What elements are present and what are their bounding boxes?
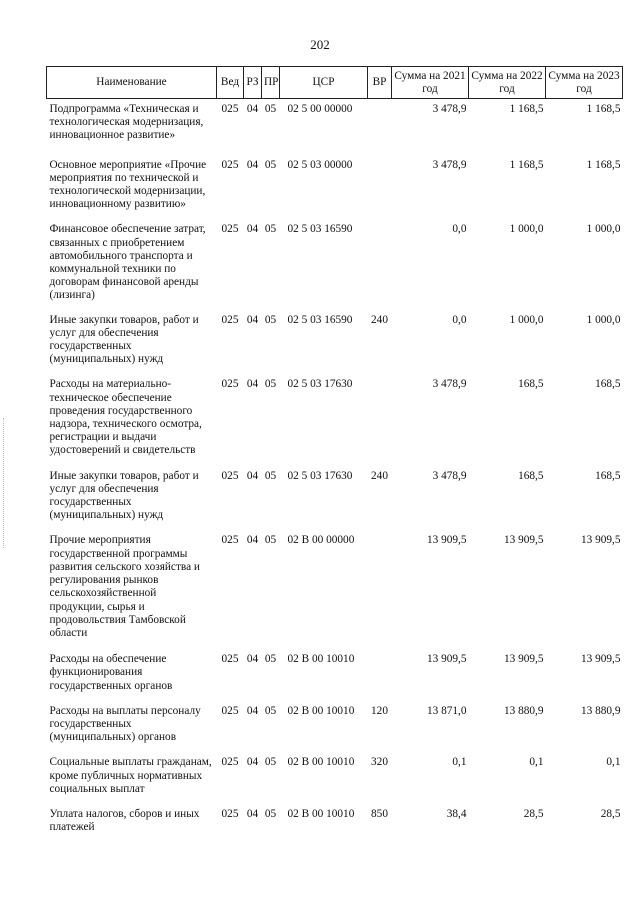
cell-sum-2021: 13 871,0 — [426, 704, 467, 717]
cell-rz: 04 — [246, 704, 259, 717]
cell-sum-2022: 1 000,0 — [509, 223, 544, 236]
cell-rz: 04 — [246, 158, 259, 171]
budget-table — [46, 66, 623, 834]
cell-pr: 05 — [264, 756, 277, 769]
cell-sum-2022: 13 909,5 — [503, 653, 544, 666]
cell-pr: 05 — [264, 223, 277, 236]
cell-csr: 02 В 00 10010 — [287, 704, 355, 717]
cell-rz: 04 — [246, 756, 259, 769]
header-pr: ПР — [262, 67, 280, 99]
cell-sum-2023: 168,5 — [595, 378, 621, 391]
cell-name: Основное мероприятие «Прочие мероприятия по технической и технологической модернизации, инновационному развитию» — [49, 158, 207, 211]
cell-ved: 025 — [221, 158, 239, 171]
cell-name: Уплата налогов, сборов и иных платежей — [49, 807, 200, 834]
cell-name: Расходы на выплаты персоналу государственных (муниципальных) органов — [49, 704, 201, 744]
cell-sum-2021: 3 478,9 — [432, 469, 467, 482]
table-row — [47, 756, 623, 808]
cell-sum-2023: 0,1 — [606, 756, 621, 769]
cell-vr — [368, 159, 392, 224]
cell-pr: 05 — [264, 158, 277, 171]
header-csr: ЦСР — [280, 67, 368, 99]
table-row — [47, 99, 623, 159]
cell-sum-2023: 13 880,9 — [580, 704, 621, 717]
table-row — [47, 705, 623, 757]
cell-csr: 02 5 03 16590 — [287, 223, 353, 236]
cell-sum-2023: 1 000,0 — [586, 223, 621, 236]
page-number: 202 — [310, 37, 330, 52]
cell-vr — [368, 534, 392, 653]
cell-name: Иные закупки товаров, работ и услуг для обеспечения государственных (муниципальных) нужд — [49, 469, 199, 522]
cell-ved: 025 — [221, 313, 239, 326]
cell-sum-2021: 0,1 — [452, 756, 467, 769]
cell-vr — [368, 653, 392, 705]
cell-rz: 04 — [246, 653, 259, 666]
header-vr: ВР — [368, 67, 392, 99]
table-row — [47, 808, 623, 834]
cell-sum-2023: 13 909,5 — [580, 534, 621, 547]
table-row — [47, 159, 623, 224]
cell-sum-2022: 1 000,0 — [509, 313, 544, 326]
cell-ved: 025 — [221, 756, 239, 769]
cell-sum-2022: 1 168,5 — [509, 158, 544, 171]
cell-rz: 04 — [246, 534, 259, 547]
cell-rz: 04 — [246, 469, 259, 482]
cell-pr: 05 — [264, 653, 277, 666]
cell-sum-2021: 38,4 — [446, 807, 467, 820]
cell-sum-2021: 0,0 — [452, 313, 467, 326]
cell-name: Социальные выплаты гражданам, кроме публичных нормативных социальных выплат — [49, 756, 212, 795]
cell-sum-2022: 1 168,5 — [509, 103, 544, 115]
cell-ved: 025 — [221, 807, 239, 820]
cell-sum-2021: 13 909,5 — [426, 653, 467, 666]
cell-sum-2023: 28,5 — [600, 807, 621, 820]
cell-csr: 02 5 03 00000 — [287, 158, 353, 171]
cell-sum-2021: 3 478,9 — [432, 103, 467, 115]
cell-sum-2023: 13 909,5 — [580, 653, 621, 666]
cell-name: Финансовое обеспечение затрат, связанных с приобретением автомобильного транспорта и коммунальной техники по договорам финансовой аренды (лизинга) — [49, 223, 206, 302]
cell-pr: 05 — [264, 469, 277, 482]
cell-sum-2022: 28,5 — [523, 807, 544, 820]
cell-sum-2022: 0,1 — [529, 756, 544, 769]
cell-vr: 240 — [371, 313, 388, 326]
cell-ved: 025 — [221, 103, 239, 115]
table-row — [47, 223, 623, 313]
cell-vr — [368, 223, 392, 313]
header-rz: РЗ — [244, 67, 262, 99]
cell-sum-2021: 13 909,5 — [426, 534, 467, 547]
cell-sum-2022: 13 909,5 — [503, 534, 544, 547]
cell-sum-2022: 168,5 — [518, 469, 544, 482]
cell-name: Расходы на обеспечение функционирования государственных органов — [49, 653, 173, 692]
cell-csr: 02 В 00 10010 — [287, 756, 355, 769]
cell-pr: 05 — [264, 103, 277, 115]
cell-csr: 02 В 00 00000 — [287, 534, 355, 547]
header-ved: Вед — [217, 67, 244, 99]
cell-csr: 02 В 00 10010 — [287, 807, 355, 820]
cell-csr: 02 5 00 00000 — [287, 103, 353, 115]
cell-vr: 320 — [371, 756, 388, 769]
cell-pr: 05 — [264, 313, 277, 326]
header-name: Наименование — [47, 67, 217, 99]
cell-ved: 025 — [221, 704, 239, 717]
cell-sum-2021: 3 478,9 — [432, 378, 467, 391]
cell-rz: 04 — [246, 313, 259, 326]
cell-csr: 02 5 03 17630 — [287, 378, 353, 391]
cell-csr: 02 В 00 10010 — [287, 653, 355, 666]
cell-rz: 04 — [246, 223, 259, 236]
header-sum-2022: Сумма на 2022 год — [469, 67, 546, 99]
cell-name: Подпрограмма «Техническая и технологическая модернизация, инновационное развитие» — [49, 103, 204, 142]
cell-rz: 04 — [246, 103, 259, 115]
cell-ved: 025 — [221, 534, 239, 547]
cell-pr: 05 — [264, 704, 277, 717]
cell-rz: 04 — [246, 807, 259, 820]
table-header-row — [47, 67, 623, 99]
cell-sum-2022: 13 880,9 — [503, 704, 544, 717]
cell-sum-2023: 1 168,5 — [586, 158, 621, 171]
cell-sum-2021: 0,0 — [452, 223, 467, 236]
cell-sum-2021: 3 478,9 — [432, 158, 467, 171]
table-row — [47, 534, 623, 653]
cell-ved: 025 — [221, 378, 239, 391]
table-row — [47, 314, 623, 379]
cell-sum-2023: 168,5 — [595, 469, 621, 482]
cell-name: Прочие мероприятия государственной программы развития сельского хозяйства и регулирования рынков сельскохозяйственной продукции, сырья и продовольствия Тамбовской области — [49, 534, 200, 639]
table-row — [47, 378, 623, 469]
cell-vr — [368, 378, 392, 469]
table-row — [47, 470, 623, 535]
cell-sum-2023: 1 000,0 — [586, 313, 621, 326]
cell-name: Иные закупки товаров, работ и услуг для обеспечения государственных (муниципальных) нужд — [49, 313, 199, 366]
cell-rz: 04 — [246, 378, 259, 391]
scan-edge-mark — [3, 418, 6, 548]
cell-csr: 02 5 03 16590 — [287, 313, 353, 326]
cell-pr: 05 — [264, 534, 277, 547]
cell-sum-2023: 1 168,5 — [586, 103, 621, 115]
header-sum-2023: Сумма на 2023 год — [546, 67, 623, 99]
cell-sum-2022: 168,5 — [518, 378, 544, 391]
cell-ved: 025 — [221, 223, 239, 236]
table-row — [47, 653, 623, 705]
cell-pr: 05 — [264, 378, 277, 391]
cell-pr: 05 — [264, 807, 277, 820]
table-body — [47, 99, 623, 835]
cell-ved: 025 — [221, 469, 239, 482]
cell-name: Расходы на материально-техническое обеспечение проведения государственного надзора, технического осмотра, регистрации и выдачи удостоверений и свидетельств — [49, 378, 202, 457]
cell-ved: 025 — [221, 653, 239, 666]
cell-csr: 02 5 03 17630 — [287, 469, 353, 482]
cell-vr: 120 — [371, 704, 388, 717]
cell-vr — [368, 99, 392, 159]
header-sum-2021: Сумма на 2021 год — [392, 67, 469, 99]
cell-vr: 850 — [371, 807, 388, 820]
cell-vr: 240 — [371, 469, 388, 482]
